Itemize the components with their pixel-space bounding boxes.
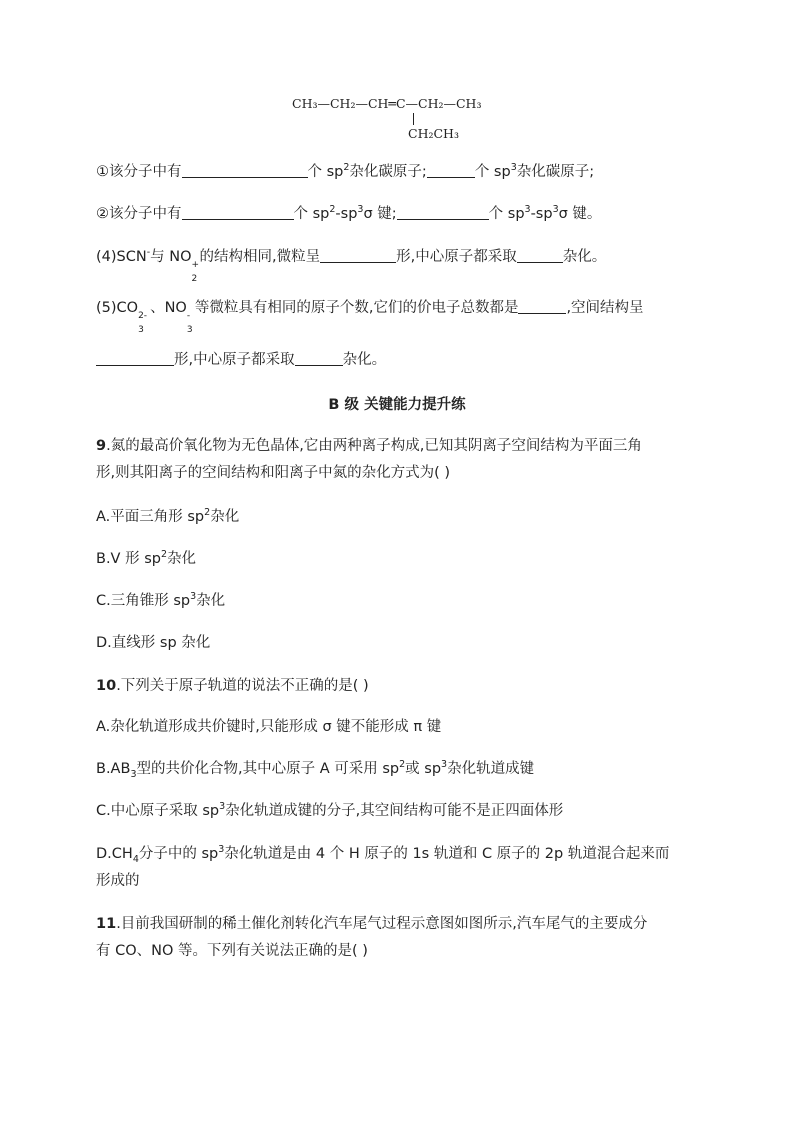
q8-part5-cont: 形,中心原子都采取 杂化。: [96, 350, 386, 370]
q10-option-a[interactable]: A.杂化轨道形成共价键时,只能形成 σ 键不能形成 π 键: [96, 719, 442, 735]
q10-stem: 10.下列关于原子轨道的说法不正确的是( ): [96, 678, 369, 694]
formula-bond-line: [413, 113, 414, 125]
q10-option-b[interactable]: $B.AB_3$型的共价化合物,其中心原子 A 可采用 $sp^2$或 $sp^3$杂化轨道成键: [96, 759, 535, 780]
q9-option-a[interactable]: A.平面三角形 $sp^2$杂化: [96, 507, 240, 525]
q11-stem-cont: 有 CO、NO 等。下列有关说法正确的是( ): [96, 943, 368, 959]
q8-part5: (5)CO 3 2- 、NO 3 - 等微粒具有相同的原子个数,它们的价电子总数都是 ,空间结构呈: [96, 300, 644, 335]
answer-blank[interactable]: [518, 299, 566, 314]
formula-branch: CH₂CH₃: [408, 126, 459, 141]
q10-option-c[interactable]: C.中心原子采取 $sp^3$杂化轨道成键的分子,其空间结构可能不是正四面体形: [96, 801, 564, 819]
q9-option-c[interactable]: C.三角锥形 $sp^3$杂化: [96, 591, 226, 609]
q9-stem: 9.氮的最高价氧化物为无色晶体,它由两种离子构成,已知其阴离子空间结构为平面三角: [96, 438, 642, 454]
q9-option-b[interactable]: B.V 形 $sp^2$杂化: [96, 549, 196, 567]
answer-blank[interactable]: [517, 248, 563, 263]
q8-part4: (4)SCN-与 NO 2 + 的结构相同,微粒呈 形,中心原子都采取 杂化。: [96, 247, 607, 284]
structural-formula: [292, 96, 482, 141]
answer-blank[interactable]: [320, 248, 396, 263]
section-title: B 级 关键能力提升练: [328, 397, 466, 413]
answer-blank[interactable]: [427, 163, 475, 178]
answer-blank[interactable]: [96, 351, 174, 366]
q10-option-d-cont: 形成的: [96, 873, 140, 889]
q8-part2: ②该分子中有 个 $sp^2-sp^3\sigma$ 键; 个 $sp^3-sp^3\sigma$ 键。: [96, 204, 602, 222]
answer-blank[interactable]: [182, 205, 294, 220]
answer-blank[interactable]: [182, 163, 308, 178]
q8-part1: ①该分子中有 个 $sp^2$杂化碳原子; 个 $sp^3$杂化碳原子;: [96, 162, 595, 180]
q10-option-d[interactable]: $D.CH_4$分子中的 $sp^3$杂化轨道是由 4 个 H 原子的 1s 轨道和 C 原子的 2p 轨道混合起来而: [96, 844, 670, 865]
q11-stem: 11.目前我国研制的稀土催化剂转化汽车尾气过程示意图如图所示,汽车尾气的主要成分: [96, 916, 648, 932]
q9-option-d[interactable]: D.直线形 sp 杂化: [96, 635, 211, 651]
q9-stem-cont: 形,则其阳离子的空间结构和阳离子中氮的杂化方式为( ): [96, 465, 451, 481]
formula-main-chain: CH₃—CH₂—CH═C—CH₂—CH₃: [292, 96, 482, 111]
answer-blank[interactable]: [295, 351, 343, 366]
answer-blank[interactable]: [397, 205, 489, 220]
